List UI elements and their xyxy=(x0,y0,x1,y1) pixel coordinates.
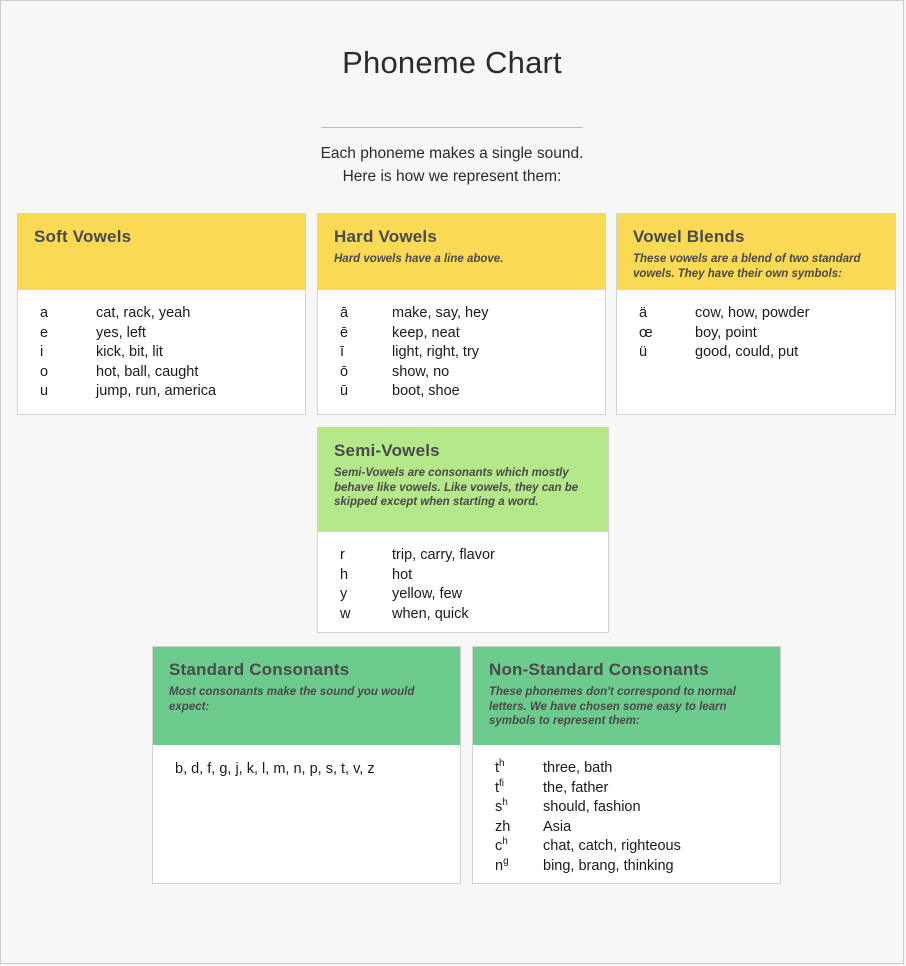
phoneme-symbol-base: t xyxy=(495,779,500,796)
phoneme-row xyxy=(639,304,879,324)
phoneme-symbol: ē xyxy=(340,324,349,341)
phoneme-symbol-base: n xyxy=(495,857,504,874)
phoneme-row xyxy=(40,363,289,383)
card-note-hard-vowels: Hard vowels have a line above. xyxy=(334,253,504,265)
phoneme-symbol: w xyxy=(340,605,351,622)
phoneme-examples: chat, catch, righteous xyxy=(543,838,681,854)
phoneme-symbol: y xyxy=(340,586,348,602)
phoneme-symbol xyxy=(495,779,543,799)
page-title: Phoneme Chart xyxy=(342,45,562,80)
phoneme-row xyxy=(495,779,764,799)
title-divider xyxy=(321,127,583,128)
phoneme-row xyxy=(340,546,592,566)
phoneme-examples: the, father xyxy=(543,779,609,796)
phoneme-symbol: ī xyxy=(340,344,345,360)
card-body-soft-vowels xyxy=(18,290,305,416)
card-soft-vowels xyxy=(17,213,306,415)
phoneme-symbol-superscript: g xyxy=(503,855,509,867)
phoneme-examples: Asia xyxy=(543,818,572,835)
card-note-non-standard-consonants: These phonemes don't correspond to normal letters. We have chosen some easy to learn symbols to represent them: xyxy=(489,686,736,727)
phoneme-row xyxy=(40,324,289,344)
phoneme-symbol: ō xyxy=(340,363,349,380)
phoneme-row xyxy=(639,343,879,363)
card-body-standard-consonants xyxy=(153,745,460,793)
card-body-semi-vowels xyxy=(318,532,608,638)
phoneme-row xyxy=(495,759,764,779)
phoneme-row xyxy=(340,363,589,383)
card-header-standard-consonants xyxy=(153,647,460,745)
card-note-standard-consonants: Most consonants make the sound you would expect: xyxy=(169,686,415,713)
phoneme-examples: show, no xyxy=(392,363,450,380)
phoneme-symbol: a xyxy=(40,305,49,321)
card-body-non-standard-consonants xyxy=(473,745,780,890)
card-note-semi-vowels: Semi-Vowels are consonants which mostly behave like vowels. Like vowels, they can be skipped except when starting a word. xyxy=(334,467,579,508)
card-hard-vowels xyxy=(317,213,606,415)
phoneme-row xyxy=(340,585,592,605)
card-header-semi-vowels xyxy=(318,428,608,532)
card-note-vowel-blends: These vowels are a blend of two standard vowels. They have their own symbols: xyxy=(633,253,861,280)
phoneme-symbol xyxy=(495,818,543,838)
phoneme-row xyxy=(639,324,879,344)
card-body-vowel-blends xyxy=(617,290,895,377)
phoneme-examples: make, say, hey xyxy=(392,305,489,321)
phoneme-examples: hot, ball, caught xyxy=(96,363,199,380)
page-subtitle xyxy=(1,142,903,188)
phoneme-row xyxy=(40,382,289,402)
card-title-hard-vowels: Hard Vowels xyxy=(334,227,437,246)
phoneme-examples: jump, run, america xyxy=(96,383,217,399)
phoneme-examples: bing, brang, thinking xyxy=(543,857,674,874)
phoneme-symbol-superscript: h xyxy=(499,758,505,770)
phoneme-examples: good, could, put xyxy=(695,344,799,360)
phoneme-examples: should, fashion xyxy=(543,799,641,815)
phoneme-examples: trip, carry, flavor xyxy=(392,547,495,563)
phoneme-examples: boot, shoe xyxy=(392,383,460,399)
phoneme-row xyxy=(495,818,764,838)
phoneme-row xyxy=(495,798,764,818)
phoneme-symbol: r xyxy=(340,547,345,563)
phoneme-symbol-superscript: h xyxy=(502,797,508,809)
phoneme-symbol: ā xyxy=(340,305,349,321)
phoneme-symbol: h xyxy=(340,566,349,583)
phoneme-examples: yes, left xyxy=(96,324,146,341)
phoneme-examples: cat, rack, yeah xyxy=(96,305,191,321)
standard-consonants-list: b, d, f, g, j, k, l, m, n, p, s, t, v, z xyxy=(175,761,375,777)
phoneme-symbol: ū xyxy=(340,383,349,399)
phoneme-examples: boy, point xyxy=(695,324,757,341)
phoneme-row xyxy=(40,304,289,324)
phoneme-symbol-base: s xyxy=(495,799,503,815)
phoneme-examples: keep, neat xyxy=(392,324,460,341)
phoneme-symbol-superscript: fi xyxy=(499,777,505,789)
phoneme-row xyxy=(495,857,764,877)
phoneme-symbol-superscript: h xyxy=(502,836,508,848)
phoneme-symbol: i xyxy=(40,344,44,360)
card-non-standard-consonants xyxy=(472,646,781,884)
phoneme-examples: cow, how, powder xyxy=(695,305,810,321)
card-body-hard-vowels xyxy=(318,290,605,416)
card-header-vowel-blends xyxy=(617,214,895,290)
card-header-hard-vowels xyxy=(318,214,605,290)
phoneme-symbol: ä xyxy=(639,305,648,321)
phoneme-examples: yellow, few xyxy=(392,586,463,602)
phoneme-row xyxy=(340,382,589,402)
phoneme-symbol-base: zh xyxy=(495,818,511,835)
card-header-soft-vowels xyxy=(18,214,305,290)
phoneme-symbol xyxy=(495,759,543,779)
phoneme-symbol: o xyxy=(40,363,49,380)
card-title-semi-vowels: Semi-Vowels xyxy=(334,441,440,460)
phoneme-symbol: ü xyxy=(639,344,648,360)
phoneme-symbol-base: c xyxy=(495,838,503,854)
card-title-vowel-blends: Vowel Blends xyxy=(633,227,745,246)
card-vowel-blends xyxy=(616,213,896,415)
phoneme-examples: kick, bit, lit xyxy=(96,344,163,360)
phoneme-symbol: u xyxy=(40,383,49,399)
phoneme-row xyxy=(340,304,589,324)
phoneme-symbol xyxy=(495,837,543,857)
subtitle-line-1: Each phoneme makes a single sound. xyxy=(320,145,584,162)
phoneme-row xyxy=(340,566,592,586)
phoneme-symbol: e xyxy=(40,324,49,341)
phoneme-symbol-base: t xyxy=(495,760,500,776)
phoneme-examples: hot xyxy=(392,566,413,583)
card-header-non-standard-consonants xyxy=(473,647,780,745)
phoneme-row xyxy=(40,343,289,363)
card-semi-vowels xyxy=(317,427,609,633)
phoneme-symbol xyxy=(495,798,543,818)
phoneme-row xyxy=(495,837,764,857)
phoneme-row xyxy=(340,324,589,344)
card-title-soft-vowels: Soft Vowels xyxy=(34,227,132,246)
card-title-standard-consonants: Standard Consonants xyxy=(169,660,350,679)
phoneme-examples: light, right, try xyxy=(392,344,480,360)
phoneme-examples: when, quick xyxy=(392,605,469,622)
phoneme-row xyxy=(340,605,592,625)
phoneme-examples: three, bath xyxy=(543,760,613,776)
phoneme-row xyxy=(340,343,589,363)
phoneme-symbol: œ xyxy=(639,324,653,341)
card-title-non-standard-consonants: Non-Standard Consonants xyxy=(489,660,709,679)
card-standard-consonants xyxy=(152,646,461,884)
phoneme-symbol xyxy=(495,857,543,877)
subtitle-line-2: Here is how we represent them: xyxy=(342,168,562,185)
